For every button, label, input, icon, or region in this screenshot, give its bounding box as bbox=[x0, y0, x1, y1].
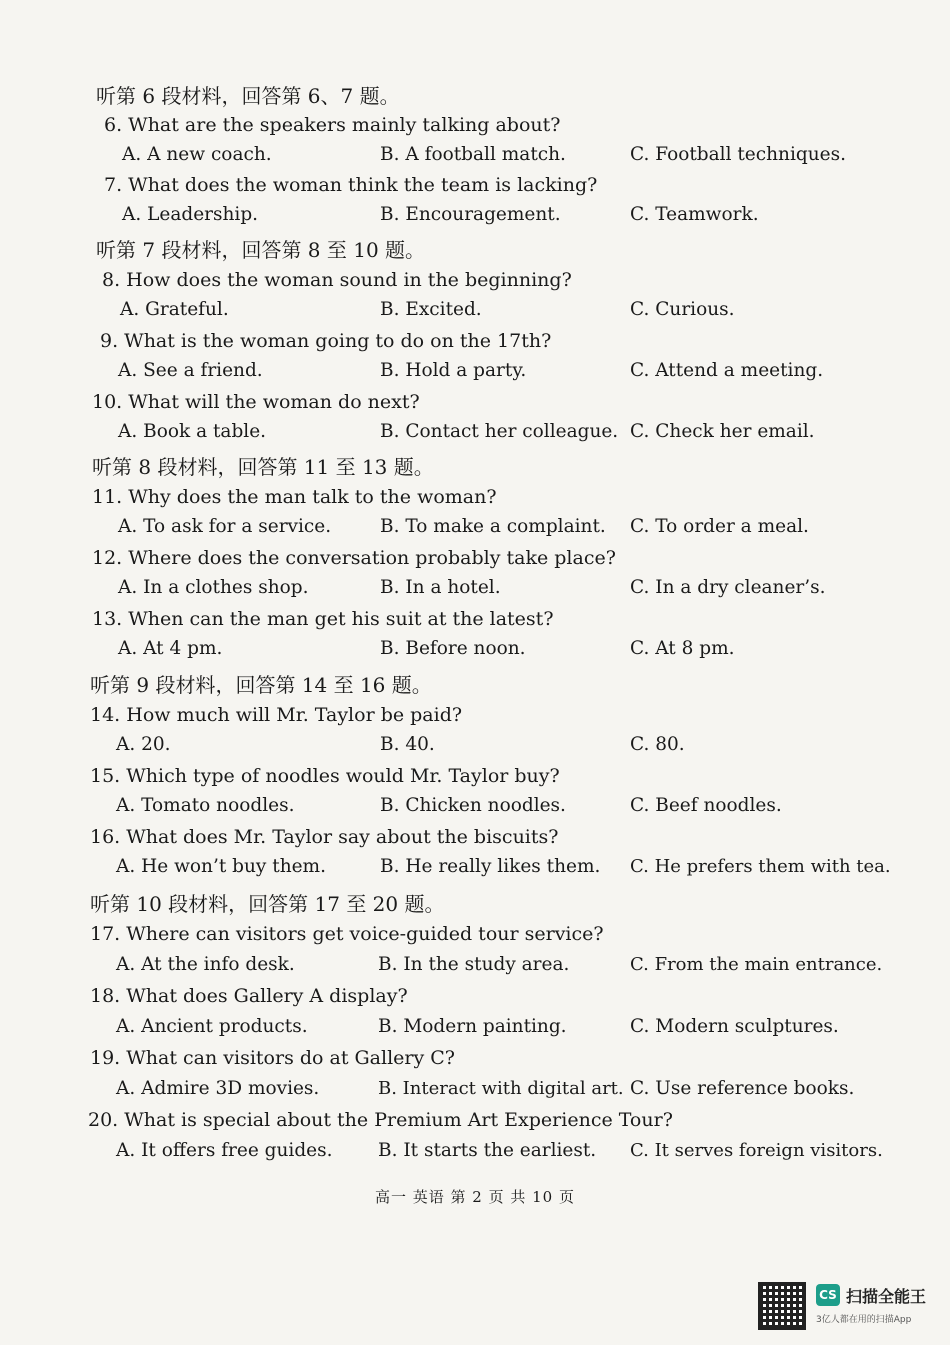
question-11: 11. Why does the man talk to the woman? bbox=[92, 486, 497, 508]
q11-option-c: C. To order a meal. bbox=[630, 516, 809, 537]
section-heading-7: 听第 7 段材料，回答第 8 至 10 题。 bbox=[96, 238, 426, 262]
page-footer: 高一 英语 第 2 页 共 10 页 bbox=[374, 1188, 575, 1206]
q14-option-a: A. 20. bbox=[116, 734, 171, 755]
q18-option-a: A. Ancient products. bbox=[116, 1016, 308, 1037]
question-7: 7. What does the woman think the team is lacking? bbox=[104, 174, 598, 196]
question-9: 9. What is the woman going to do on the 17th? bbox=[100, 330, 552, 352]
q14-option-b: B. 40. bbox=[380, 734, 435, 755]
q12-option-c: C. In a dry cleaner’s. bbox=[630, 577, 826, 598]
question-16: 16. What does Mr. Taylor say about the biscuits? bbox=[90, 826, 559, 848]
q12-option-a: A. In a clothes shop. bbox=[118, 577, 309, 598]
q15-option-c: C. Beef noodles. bbox=[630, 795, 782, 816]
question-14: 14. How much will Mr. Taylor be paid? bbox=[90, 704, 463, 726]
question-6: 6. What are the speakers mainly talking about? bbox=[104, 114, 561, 136]
q16-option-a: A. He won’t buy them. bbox=[116, 856, 326, 877]
q6-option-a: A. A new coach. bbox=[122, 144, 272, 165]
question-17: 17. Where can visitors get voice-guided tour service? bbox=[90, 923, 604, 945]
q8-option-c: C. Curious. bbox=[630, 299, 735, 320]
q7-option-c: C. Teamwork. bbox=[630, 204, 759, 225]
q19-option-a: A. Admire 3D movies. bbox=[116, 1078, 320, 1099]
q9-option-c: C. Attend a meeting. bbox=[630, 360, 824, 381]
q13-option-c: C. At 8 pm. bbox=[630, 638, 735, 659]
q18-option-b: B. Modern painting. bbox=[378, 1016, 567, 1037]
q20-option-b: B. It starts the earliest. bbox=[378, 1140, 597, 1161]
q15-option-b: B. Chicken noodles. bbox=[380, 795, 566, 816]
section-heading-8: 听第 8 段材料，回答第 11 至 13 题。 bbox=[92, 455, 434, 479]
q17-option-a: A. At the info desk. bbox=[116, 954, 295, 975]
q15-option-a: A. Tomato noodles. bbox=[116, 795, 295, 816]
question-20: 20. What is special about the Premium Art Experience Tour? bbox=[88, 1109, 673, 1131]
q19-option-c: C. Use reference books. bbox=[630, 1078, 855, 1099]
section-heading-10: 听第 10 段材料，回答第 17 至 20 题。 bbox=[90, 892, 445, 916]
qr-code-icon bbox=[758, 1282, 806, 1330]
question-15: 15. Which type of noodles would Mr. Taylor buy? bbox=[90, 765, 560, 787]
q12-option-b: B. In a hotel. bbox=[380, 577, 501, 598]
q7-option-a: A. Leadership. bbox=[122, 204, 259, 225]
question-10: 10. What will the woman do next? bbox=[92, 391, 420, 413]
q20-option-c: C. It serves foreign visitors. bbox=[630, 1140, 883, 1161]
question-8: 8. How does the woman sound in the beginning? bbox=[102, 269, 572, 291]
q10-option-b: B. Contact her colleague. bbox=[380, 421, 619, 442]
question-19: 19. What can visitors do at Gallery C? bbox=[90, 1047, 455, 1069]
section-heading-6: 听第 6 段材料，回答第 6、7 题。 bbox=[96, 84, 400, 108]
section-heading-9: 听第 9 段材料，回答第 14 至 16 题。 bbox=[90, 673, 432, 697]
q9-option-a: A. See a friend. bbox=[118, 360, 263, 381]
q8-option-b: B. Excited. bbox=[380, 299, 482, 320]
q14-option-c: C. 80. bbox=[630, 734, 685, 755]
q7-option-b: B. Encouragement. bbox=[380, 204, 561, 225]
q19-option-b: B. Interact with digital art. bbox=[378, 1078, 624, 1099]
q20-option-a: A. It offers free guides. bbox=[116, 1140, 333, 1161]
q17-option-c: C. From the main entrance. bbox=[630, 954, 883, 975]
question-18: 18. What does Gallery A display? bbox=[90, 985, 408, 1007]
q16-option-b: B. He really likes them. bbox=[380, 856, 601, 877]
q9-option-b: B. Hold a party. bbox=[380, 360, 527, 381]
camscanner-tagline: 3亿人都在用的扫描App bbox=[816, 1315, 912, 1325]
q8-option-a: A. Grateful. bbox=[120, 299, 229, 320]
q10-option-c: C. Check her email. bbox=[630, 421, 815, 442]
q6-option-b: B. A football match. bbox=[380, 144, 566, 165]
q11-option-b: B. To make a complaint. bbox=[380, 516, 606, 537]
q6-option-c: C. Football techniques. bbox=[630, 144, 846, 165]
q17-option-b: B. In the study area. bbox=[378, 954, 570, 975]
q13-option-a: A. At 4 pm. bbox=[118, 638, 223, 659]
q18-option-c: C. Modern sculptures. bbox=[630, 1016, 839, 1037]
camscanner-name: 扫描全能王 bbox=[846, 1287, 927, 1306]
question-12: 12. Where does the conversation probably take place? bbox=[92, 547, 616, 569]
q10-option-a: A. Book a table. bbox=[118, 421, 267, 442]
q16-option-c: C. He prefers them with tea. bbox=[630, 856, 891, 877]
scanner-watermark bbox=[758, 1282, 938, 1330]
q13-option-b: B. Before noon. bbox=[380, 638, 526, 659]
q11-option-a: A. To ask for a service. bbox=[118, 516, 332, 537]
camscanner-logo: CS bbox=[816, 1284, 840, 1306]
question-13: 13. When can the man get his suit at the latest? bbox=[92, 608, 554, 630]
